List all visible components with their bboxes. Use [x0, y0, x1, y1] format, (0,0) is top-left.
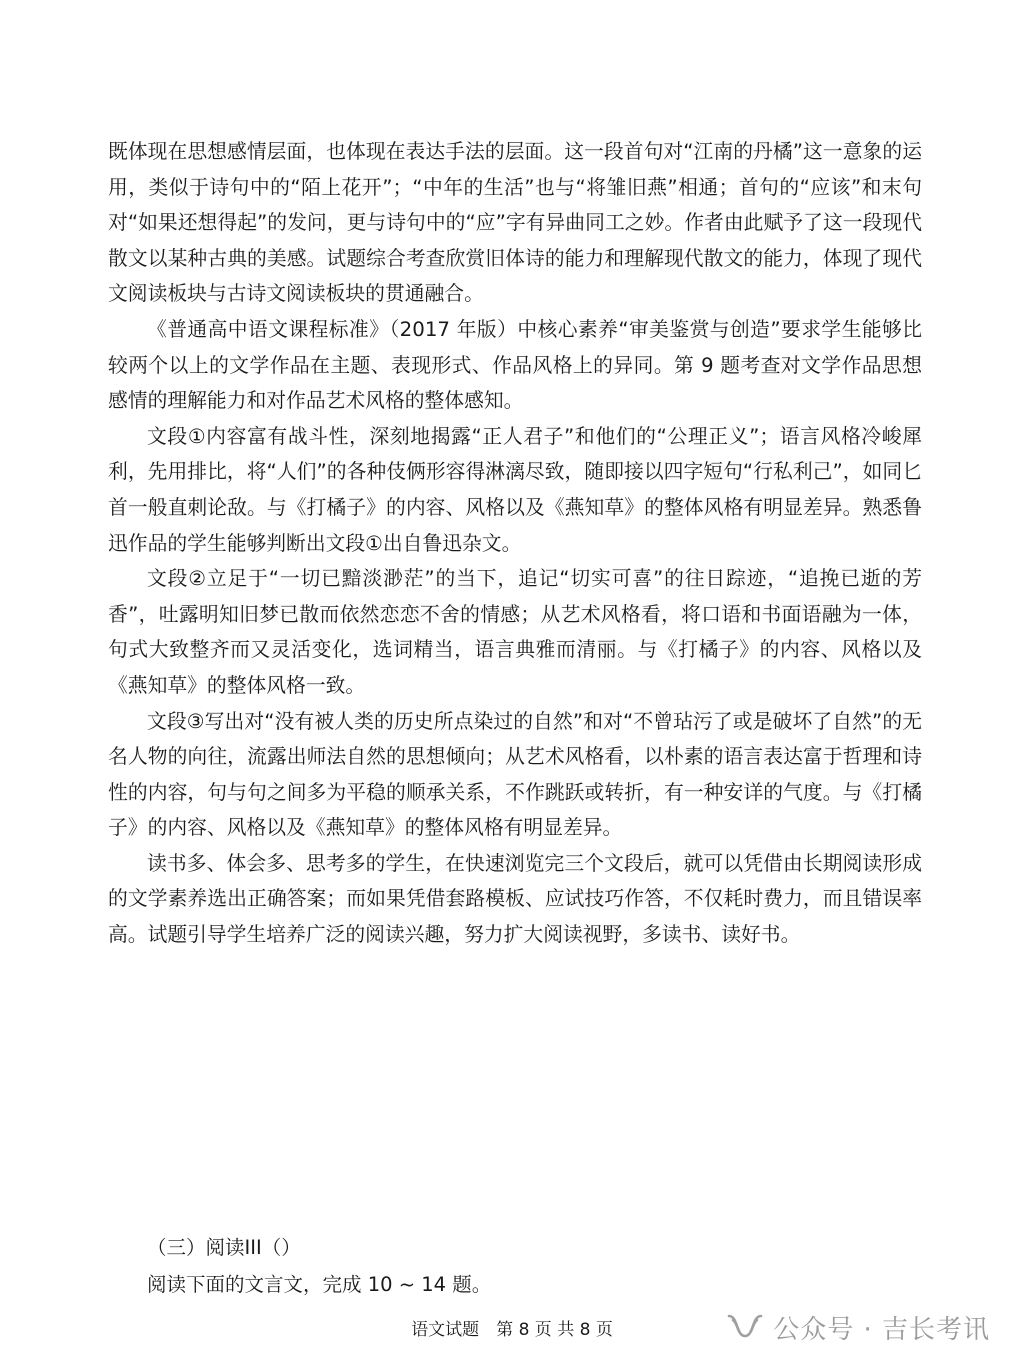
paragraph-6: 读书多、体会多、思考多的学生，在快速浏览完三个文段后，就可以凭借由长期阅读形成的文学素养选出正确答案；而如果凭借套路模板、应试技巧作答，不仅耗时费力，而且错误率高。试题引导学生培养广泛的阅读兴趣，努力扩大阅读视野，多读书、读好书。 — [108, 851, 922, 947]
document-body — [108, 134, 922, 953]
paragraph-2: 《普通高中语文课程标准》（2017 年版）中核心素养“审美鉴赏与创造”要求学生能够比较两个以上的文学作品在主题、表现形式、作品风格上的异同。第 9 题考查对文学作品思想感情的理解能力和对作品艺术风格的整体感知。 — [108, 317, 922, 413]
reading-section — [147, 1229, 847, 1303]
section-heading: （三）阅读III（） — [147, 1236, 301, 1259]
watermark-text: 公众号 · 吉长考讯 — [773, 1314, 990, 1345]
watermark — [725, 1306, 990, 1348]
paragraph-5: 文段③写出对“没有被人类的历史所点染过的自然”和对“不曾玷污了或是破坏了自然”的无名人物的向往，流露出师法自然的思想倾向；从艺术风格看，以朴素的语言表达富于哲理和诗性的内容，句与句之间多为平稳的顺承关系，不作跳跃或转折，有一种安详的气度。与《打橘子》的内容、风格以及《燕知草》的整体风格有明显差异。 — [108, 709, 922, 840]
paragraph-3: 文段①内容富有战斗性，深刻地揭露“正人君子”和他们的“公理正义”；语言风格冷峻犀利，先用排比，将“人们”的各种伎俩形容得淋漓尽致，随即接以四字短句“行私利己”，如同匕首一般直刺论敌。与《打橘子》的内容、风格以及《燕知草》的整体风格有明显差异。熟悉鲁迅作品的学生能够判断出文段①出自鲁迅杂文。 — [108, 424, 922, 555]
paragraph-1: 既体现在思想感情层面，也体现在表达手法的层面。这一段首句对“江南的丹橘”这一意象的运用，类似于诗句中的“陌上花开”；“中年的生活”也与“将雏旧燕”相通；首句的“应该”和末句对“如果还想得起”的发问，更与诗句中的“应”字有异曲同工之妙。作者由此赋予了这一段现代散文以某种古典的美感。试题综合考查欣赏旧体诗的能力和理解现代散文的能力，体现了现代文阅读板块与古诗文阅读板块的贯通融合。 — [108, 140, 922, 306]
wechat-channel-icon — [725, 1310, 765, 1344]
paragraph-4: 文段②立足于“一切已黯淡渺茫”的当下，追记“切实可喜”的往日踪迹，“追挽已逝的芳香”，吐露明知旧梦已散而依然恋恋不舍的情感；从艺术风格看，将口语和书面语融为一体，句式大致整齐而又灵活变化，选词精当，语言典雅而清丽。与《打橘子》的内容、风格以及《燕知草》的整体风格一致。 — [108, 567, 922, 697]
page-number-label: 语文试题 第 8 页 共 8 页 — [411, 1320, 613, 1340]
section-instruction: 阅读下面的文言文，完成 10 ~ 14 题。 — [147, 1273, 492, 1296]
